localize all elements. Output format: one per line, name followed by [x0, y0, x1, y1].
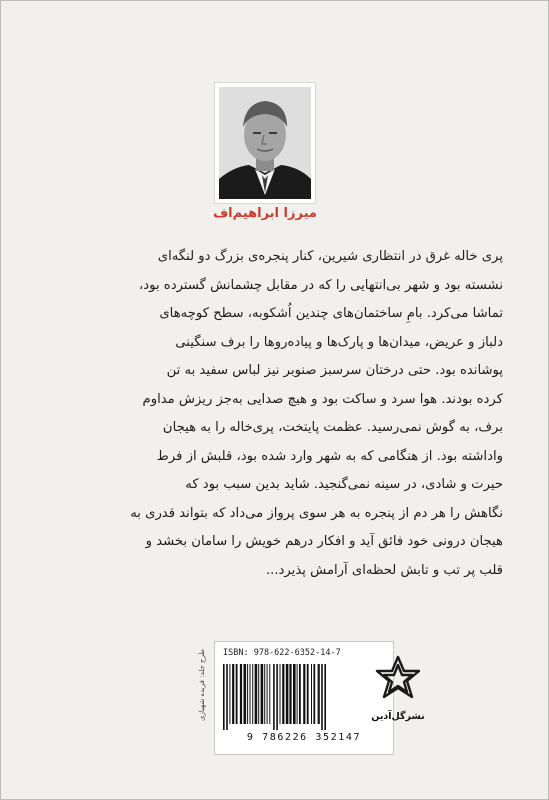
- barcode-bar: [229, 664, 230, 724]
- barcode-bar: [261, 664, 264, 724]
- barcode-bar: [313, 664, 315, 724]
- excerpt-line: قلب پر تب و تابش لحظه‌ای آرامش پذیرد...: [265, 562, 503, 578]
- barcode-bar: [244, 664, 247, 724]
- barcode-bar: [252, 664, 253, 724]
- barcode-bar: [321, 664, 323, 730]
- barcode-bar: [264, 664, 265, 724]
- excerpt-line: حیرت و شادی، در سینه نمی‌گنجید. شاید بدین سبب بود که: [185, 477, 503, 492]
- barcode-bar: [311, 664, 312, 724]
- excerpt-line: هیجان درونی خود فائق آید و افکار درهم خویش را سامان بخشد و: [145, 534, 503, 549]
- excerpt-line: نشسته بود و شهر بی‌انتهایی را که در مقابل چشمانش گسترده بود،: [139, 277, 503, 293]
- barcode-bar: [240, 664, 242, 724]
- barcode-bar: [297, 664, 298, 724]
- barcode-bar: [293, 664, 296, 724]
- author-portrait-image: [219, 87, 311, 199]
- author-name: میرزا ابراهیم‌اف: [213, 206, 317, 221]
- barcode-bar: [324, 664, 326, 730]
- publisher-name: نشرگل‌آذین: [371, 711, 425, 722]
- barcode-bar: [276, 664, 278, 730]
- barcode-image: [223, 664, 383, 730]
- author-photo: [219, 87, 311, 199]
- excerpt-line: واداشته بود. از هنگامی که به شهر وارد شده بود، قلبش از فرط: [156, 448, 503, 464]
- excerpt-line: پوشانده بود. حتی درختان سرسبز صنوبر نیز لباس سفید به تن: [166, 363, 503, 378]
- author-photo-frame: [215, 83, 315, 203]
- barcode-bar: [250, 664, 251, 724]
- excerpt-line: برف، به گوش نمی‌رسید. عظمت پایتخت، پری‌خاله را به هیجان: [162, 420, 503, 435]
- barcode-bar: [303, 664, 305, 724]
- barcode-bar: [307, 664, 309, 724]
- barcode-bar: [247, 664, 248, 724]
- barcode-bar: [236, 664, 238, 724]
- barcode-bar: [282, 664, 284, 724]
- barcode-bar: [232, 664, 234, 724]
- barcode-bar: [280, 664, 281, 724]
- barcode-bar: [226, 664, 228, 730]
- barcode-bar: [299, 664, 301, 724]
- barcode-bar: [255, 664, 258, 724]
- barcode-bar: [269, 664, 270, 724]
- isbn-label: ISBN: 978-622-6352-14-7: [223, 648, 341, 658]
- barcode-bar: [258, 664, 259, 724]
- barcode-bar: [273, 664, 275, 730]
- barcode-bar: [286, 664, 289, 724]
- cover-designer-credit: طرح جلد: فریده شهبازی: [198, 649, 206, 721]
- barcode-panel: [214, 641, 394, 755]
- excerpt-line: نگاهش را هر دم از پنجره به هر سوی پرواز می‌داد که بتواند قدری به: [130, 505, 503, 521]
- excerpt-line: پری خاله غرق در انتظاری شیرین، کنار پنجره‌ی بزرگ دو لنگه‌ای: [157, 249, 503, 264]
- book-excerpt: [53, 243, 503, 585]
- barcode-bar: [223, 664, 225, 730]
- star-book-logo-icon: [371, 653, 425, 711]
- barcode-bar: [289, 664, 291, 724]
- barcode-bar: [267, 664, 268, 724]
- barcode-bar: [318, 664, 320, 724]
- barcode-number: 9 786226 352147: [246, 732, 362, 743]
- excerpt-line: دلباز و عریض، میدان‌ها و پارک‌ها و پیاده‌روها را برف سنگینی: [175, 334, 503, 350]
- excerpt-line: کرده بودند. هوا سرد و ساکت بود و هیچ صدایی به‌جز ریزش مداوم: [142, 391, 503, 407]
- excerpt-line: تماشا می‌کرد. بامِ ساختمان‌های چندین اُشکوبه، سطح کوچه‌های: [159, 306, 503, 321]
